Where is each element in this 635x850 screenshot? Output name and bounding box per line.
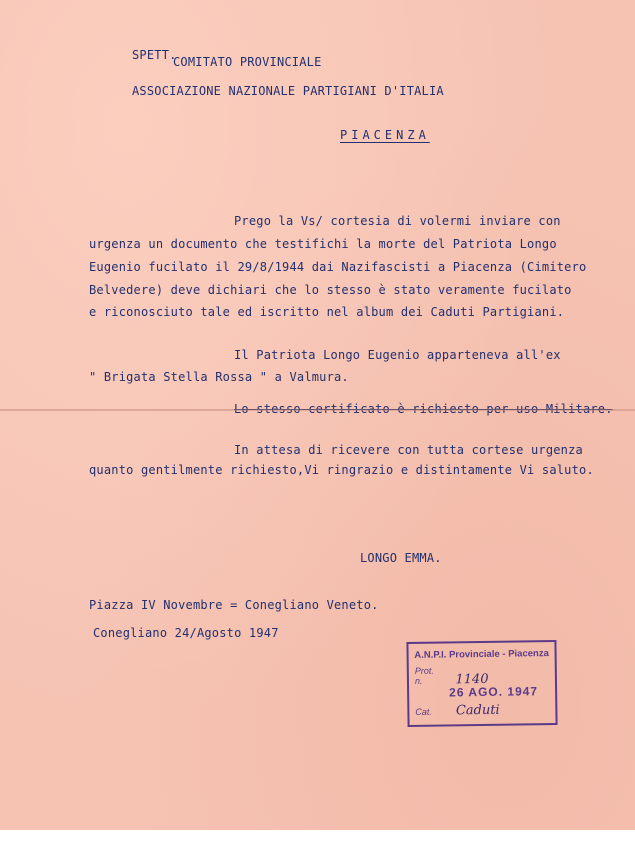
bottom-margin bbox=[0, 830, 635, 850]
stamp-date: 26 AGO. 1947 bbox=[449, 684, 539, 700]
body-p1-line2: urgenza un documento che testifichi la morte del Patriota Longo bbox=[89, 237, 557, 251]
signature: LONGO EMMA. bbox=[360, 551, 442, 565]
place-date: Conegliano 24/Agosto 1947 bbox=[93, 626, 279, 640]
stamp-category-label: Cat. bbox=[415, 706, 432, 717]
addressee-city: PIACENZA bbox=[340, 128, 430, 142]
stamp-protocol-label: Prot. n. bbox=[414, 665, 434, 686]
stamp-category-row bbox=[415, 703, 499, 719]
anpi-stamp bbox=[406, 640, 557, 727]
body-p1-line1: Prego la Vs/ cortesia di volermi inviare con bbox=[234, 214, 561, 228]
sender-address: Piazza IV Novembre = Conegliano Veneto. bbox=[89, 598, 379, 612]
body-p2-line2: " Brigata Stella Rossa " a Valmura. bbox=[89, 370, 349, 384]
stamp-header: A.N.P.I. Provinciale - Piacenza bbox=[414, 648, 549, 661]
stamp-protocol-value: 1140 bbox=[455, 671, 489, 688]
stamp-category-value: Caduti bbox=[455, 702, 500, 719]
body-p4-line2: quanto gentilmente richiesto,Vi ringrazio e distintamente Vi saluto. bbox=[89, 463, 594, 477]
paper-fold bbox=[0, 409, 635, 411]
body-p4-line1: In attesa di ricevere con tutta cortese urgenza bbox=[234, 443, 583, 457]
body-p2-line1: Il Patriota Longo Eugenio apparteneva all'ex bbox=[234, 348, 561, 362]
body-p3: Lo stesso certificato è richiesto per uso Militare. bbox=[234, 402, 613, 416]
addressee-prefix: SPETT. bbox=[132, 48, 177, 62]
body-p1-line5: e riconosciuto tale ed iscritto nel album dei Caduti Partigiani. bbox=[89, 305, 565, 319]
body-p1-line3: Eugenio fucilato il 29/8/1944 dai Nazifascisti a Piacenza (Cimitero bbox=[89, 260, 587, 274]
body-p1-line4: Belvedere) deve dichiari che lo stesso è stato veramente fucilato bbox=[89, 283, 572, 297]
addressee-line1: COMITATO PROVINCIALE bbox=[173, 55, 322, 69]
addressee-line2: ASSOCIAZIONE NAZIONALE PARTIGIANI D'ITALIA bbox=[132, 84, 444, 98]
